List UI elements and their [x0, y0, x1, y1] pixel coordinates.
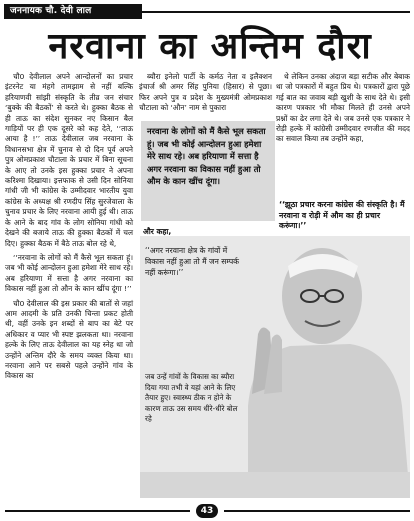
- col1-paragraph: चौ0 देवीलाल अपने आन्दोलनों का प्रचार इंटरनेट या मंहगे तामझाम से नहीं बल्कि हरियाणवी सांझी संस्कृति के तीव्र जन संचार ‘बुक्के की बैठकों’ से करते थे। हुक्का बैठक से ही ताऊ का संदेश सुनकर नए किसान बैल गाड़ियों पर ही एक दूसरे को कह देते, ‘‘ताऊ आया है !’’ ताऊ देवीलाल जब नरवाना के विधानसभा क्षेत्र में चुनाव से दो दिन पूर्व अपने पुत्र ओमप्रकाश चौटाला के प्रचार में बिना सूचना के आए तो उनके इस हुक्का प्रचार ने अपना करिश्मा दिखाया। इत्तफाक से उसी दिन सोनिया गांधी जी भी कांग्रेस के उम्मीदवार भारतीय युवा कांग्रेस के अध्यक्ष श्री रणदीप सिंह सुरजेवाला के चुनाव प्रचार के लिए नरवाना आयी हुई थी। ताऊ के आने के बाद गांव के लोग सोनिया गांधी को देखने की बजाये ताऊ की हुक्का बैठकों में चल दिए। हुक्का बैठक में बैठे ताऊ बोल रहे थे,: [5, 72, 133, 248]
- article-title: नरवाना का अन्तिम दौरा: [48, 25, 372, 67]
- col2-paragraph: ब्यौरा इनेलो पार्टी के कर्मठ नेता व इलैक्शन इंचार्ज श्री अमर सिंह पुनिया (हिसार) से पूछा। फिर अपने पुत्र व प्रदेश के मुख्यमंत्री ओमप्रकाश चौटाला को ‘औन’ नाम से पुकारा: [139, 72, 272, 113]
- pull-quote-box: नरवाना के लोगों को मैं कैसे भूल सकता हूं। जब भी कोई आन्दोलन हुआ हमेशा मेरे साथ रहे। अब हरियाणा में सत्ता है अगर नरवाना का विकास नहीं हुआ तो औम के कान खींच दूंगा।: [141, 121, 275, 221]
- col1-end-paragraph: चौ0 देवीलाल की इस प्रकार की बातों से जहां आम आदमी के प्रति उनकी चिन्ता प्रकट होती थी, वहीं उनके इन शब्दों से बाप का बेटे पर अधिकार व प्यार भी स्पष्ट झलकता था। नरवाना हल्के के लिए ताऊ देवीलाल का यह स्नेह था जो उन्होंने अन्तिम दौरे के समय व्यक्त किया था। नरवाना आने पर सबसे पहले उन्होंने गांव के विकास का: [5, 298, 133, 381]
- col1-quote: ‘‘नरवाना के लोगों को मैं कैसे भूल सकता हूं। जब भी कोई आन्दोलन हुआ हमेशा मेरे साथ रहे। अब हरियाणा में सत्ता है अगर नरवाना का विकास नहीं हुआ तो औन के कान खींच दूंगा !’’: [5, 252, 133, 294]
- col3-quote: ‘‘झूठा प्रचार करना कांग्रेस की संस्कृति है। मैं नरवाना व रोड़ी में औम का ही प्रचार करूंगा।’’: [279, 200, 405, 230]
- inset-intro: और कहा,: [143, 227, 172, 236]
- col3-paragraph: थे लेकिन उनका अंदाज बड़ा सटीक और बेबाक था जो पत्रकारों में बहुत प्रिय थे। पत्रकारों द्वारा पूछे गई बात का जवाब बड़ी खुशी के साथ देते थे। इसी कारण पत्रकार भी मौका मिलते ही उनसे अपने प्रश्नों का ढेर लगा देते थे। जब उनसे एक पत्रकार ने रोड़ी हल्के में कांग्रेसी उम्मीदवार रणजीत की मदद का सवाल किया तब उन्होंने कहा,: [276, 72, 410, 144]
- section-header: जननायक चौ. देवी लाल: [4, 4, 142, 19]
- article-column-1: [5, 72, 133, 500]
- inset-paragraph: जब उन्हें गांवों के विकास का ब्यौरा दिया गया तभी वे यहां आने के लिए तैयार हुए। स्वास्थ्य ठीक न होने के कारण ताऊ उस समय धीरे-धीरे बोल रहे: [145, 372, 238, 423]
- article-column-3: [276, 72, 410, 196]
- footer-divider-right: [224, 510, 410, 512]
- article-column-2: [139, 72, 272, 113]
- footer-divider-left: [5, 510, 190, 512]
- inset-quote: ‘‘अगर नरवाना क्षेत्र के गांवों में विकास नहीं हुआ तो मैं जन सम्पर्क नहीं करूंगा।’’: [145, 246, 239, 277]
- header-divider: [142, 11, 410, 13]
- page-number: 43: [196, 504, 218, 518]
